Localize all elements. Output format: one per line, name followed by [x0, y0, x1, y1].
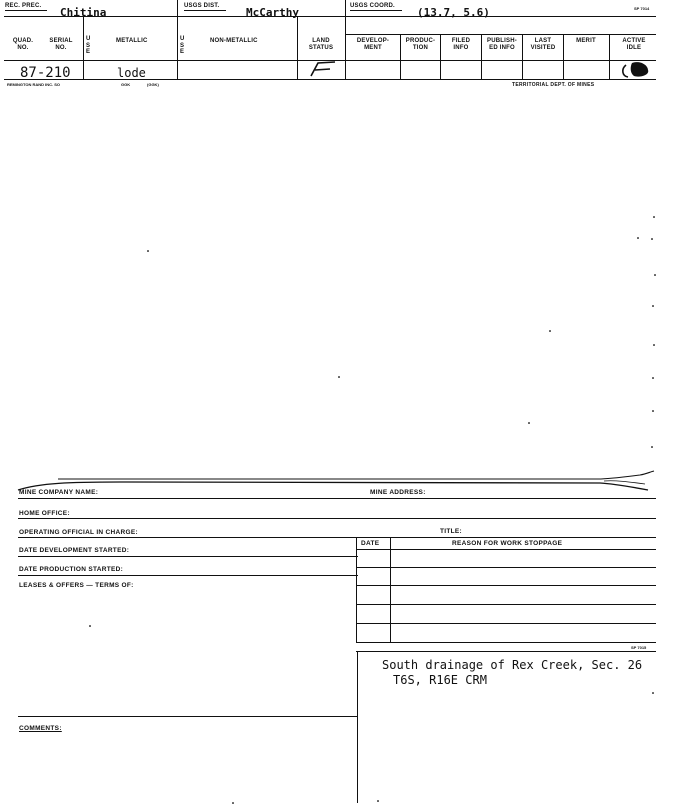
scan-speck: [652, 692, 654, 694]
row-rule: [356, 567, 656, 568]
col-metallic: METALLIC: [116, 38, 148, 44]
col-land-status: LAND STATUS: [308, 38, 334, 51]
col-divider: [400, 34, 401, 80]
active-idle-mark-icon: [618, 59, 654, 81]
scan-speck: [528, 422, 530, 424]
row-rule: [356, 651, 656, 652]
scan-speck: [89, 625, 91, 627]
col-divider: [345, 0, 346, 80]
usgs-dist-label: USGS DIST.: [184, 3, 220, 9]
scan-speck: [232, 802, 234, 804]
scan-speck: [338, 376, 340, 378]
metallic-value: lode: [117, 66, 146, 80]
col-divider: [83, 16, 84, 80]
date-development-label: DATE DEVELOPMENT STARTED:: [19, 547, 130, 554]
quad-serial-value: 87-210: [20, 65, 71, 81]
row-rule: [356, 604, 656, 605]
scan-speck: [377, 800, 379, 802]
form-number: SP 7014: [634, 6, 650, 11]
row-rule: [18, 498, 656, 499]
date-production-label: DATE PRODUCTION STARTED:: [19, 566, 124, 573]
col-last-visited: LAST VISITED: [530, 38, 556, 51]
footer-left-text: REMINGTON RAND INC. SO: [7, 82, 61, 87]
col-nonmetallic: NON-METALLIC: [210, 38, 258, 44]
table-divider: [356, 537, 357, 643]
location-line-1: South drainage of Rex Creek, Sec. 26: [382, 658, 643, 672]
row-rule: [18, 575, 358, 576]
row-rule: [18, 518, 656, 519]
date-column-header: DATE: [361, 540, 380, 547]
col-divider: [522, 34, 523, 80]
row-rule: [356, 642, 656, 643]
col-divider: [177, 0, 178, 80]
scan-speck: [147, 250, 149, 252]
col-filed-info: FILED INFO: [451, 38, 471, 51]
location-line-2: T6S, R16E CRM: [393, 673, 487, 687]
col-divider: [297, 16, 298, 80]
rec-prec-underline: [5, 10, 47, 11]
footer-mid-text-2: (GGK): [147, 82, 159, 87]
mine-address-label: MINE ADDRESS:: [370, 489, 426, 496]
col-nonmetallic-use: U S E: [180, 36, 185, 55]
land-status-mark-icon: [308, 60, 338, 80]
usgs-coord-underline: [350, 10, 402, 11]
usgs-dist-underline: [184, 10, 226, 11]
header-top-rule: [4, 16, 656, 17]
usgs-coord-label: USGS COORD.: [350, 3, 395, 9]
scan-speck: [654, 274, 656, 276]
title-label: TITLE:: [440, 528, 463, 535]
mine-company-name-label: MINE COMPANY NAME:: [19, 489, 99, 496]
col-production: PRODUC-TION: [405, 38, 436, 51]
scan-speck: [652, 377, 654, 379]
rec-prec-label: REC. PREC.: [5, 3, 42, 9]
operating-official-label: OPERATING OFFICIAL IN CHARGE:: [19, 529, 138, 536]
section-divider: [357, 651, 358, 803]
scan-speck: [637, 237, 639, 239]
scan-speck: [652, 305, 654, 307]
footer-mid-text-1: GGK: [121, 82, 131, 87]
col-divider: [440, 34, 441, 80]
row-rule: [18, 716, 358, 717]
col-merit: MERIT: [576, 38, 596, 44]
col-metallic-use: U S E: [86, 36, 91, 55]
scan-speck: [653, 216, 655, 218]
usgs-dist-value: McCarthy: [246, 6, 299, 19]
leases-label: LEASES & OFFERS — TERMS OF:: [19, 582, 134, 589]
col-active-idle: ACTIVE IDLE: [622, 38, 646, 51]
footer-right-text: TERRITORIAL DEPT. OF MINES: [512, 82, 595, 88]
row-rule: [356, 623, 656, 624]
form-number-2: SP 7015: [631, 645, 647, 650]
home-office-label: HOME OFFICE:: [19, 510, 70, 517]
scan-speck: [651, 446, 653, 448]
torn-edge-icon: [0, 470, 678, 496]
table-divider: [390, 537, 391, 643]
scan-speck: [651, 238, 653, 240]
row-rule: [356, 585, 656, 586]
col-published-info: PUBLISH-ED INFO: [487, 38, 517, 51]
col-header-rule: [345, 34, 656, 35]
reason-column-header: REASON FOR WORK STOPPAGE: [452, 540, 563, 547]
scan-speck: [652, 410, 654, 412]
row-rule: [18, 556, 358, 557]
usgs-coord-value: (13.7, 5.6): [417, 6, 490, 19]
comments-label: COMMENTS:: [19, 725, 62, 732]
col-development: DEVELOP-MENT: [356, 38, 390, 51]
col-divider: [563, 34, 564, 80]
col-divider: [609, 34, 610, 80]
col-serial-no: SERIAL NO.: [49, 38, 73, 51]
scan-speck: [549, 330, 551, 332]
col-divider: [481, 34, 482, 80]
scan-speck: [653, 344, 655, 346]
col-quad-no: QUAD. NO.: [12, 38, 34, 51]
row-rule: [356, 549, 656, 550]
row-rule: [18, 537, 656, 538]
rec-prec-value: Chitina: [60, 6, 107, 19]
